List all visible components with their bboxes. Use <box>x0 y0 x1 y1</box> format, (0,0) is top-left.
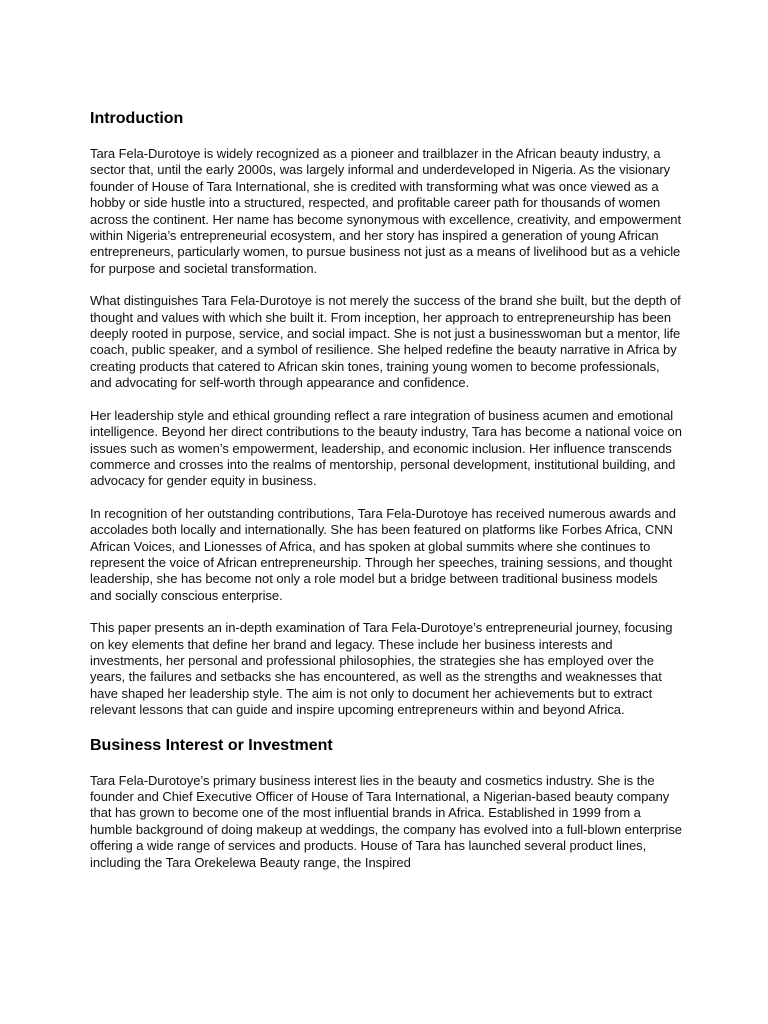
paragraph: Tara Fela-Durotoye’s primary business interest lies in the beauty and cosmetics industry. She is the founder and Chief Executive Officer of House of Tara International, a Nigerian-based beauty company that has grown to become one of the most influential brands in Africa. Established in 1999 from a humble background of doing makeup at weddings, the company has evolved into a full-blown enterprise offering a wide range of services and products. House of Tara has launched several product lines, including the Tara Orekelewa Beauty range, the Inspired <box>90 772 682 870</box>
section-business-interest <box>90 735 682 871</box>
document-page <box>90 108 682 887</box>
paragraph: Her leadership style and ethical grounding reflect a rare integration of business acumen and emotional intelligence. Beyond her direct contributions to the beauty industry, Tara has become a national voice on issues such as women’s empowerment, leadership, and economic inclusion. Her influence transcends commerce and crosses into the realms of mentorship, personal development, institutional building, and advocacy for gender equity in business. <box>90 407 682 489</box>
paragraph: What distinguishes Tara Fela-Durotoye is not merely the success of the brand she built, but the depth of thought and values with which she built it. From inception, her approach to entrepreneurship has been deeply rooted in purpose, service, and social impact. She is not just a businesswoman but a mentor, life coach, public speaker, and a symbol of resilience. She helped redefine the beauty narrative in Africa by creating products that catered to African skin tones, training young women to become professionals, and advocating for self-worth through appearance and confidence. <box>90 293 681 391</box>
paragraph: Tara Fela-Durotoye is widely recognized as a pioneer and trailblazer in the African beauty industry, a sector that, until the early 2000s, was largely informal and underdeveloped in Nigeria. As the visionary founder of House of Tara International, she is credited with transforming what was once viewed as a hobby or side hustle into a structured, respected, and profitable career path for thousands of women across the continent. Her name has become synonymous with excellence, creativity, and empowerment within Nigeria’s entrepreneurial ecosystem, and her story has inspired a generation of young African entrepreneurs, particularly women, to pursue business not just as a means of livelihood but as a vehicle for purpose and societal transformation. <box>90 146 682 276</box>
section-introduction <box>90 108 682 719</box>
section-heading: Business Interest or Investment <box>90 736 333 754</box>
paragraph: In recognition of her outstanding contributions, Tara Fela-Durotoye has received numerous awards and accolades both locally and internationally. She has been featured on platforms like Forbes Africa, CNN African Voices, and Lionesses of Africa, and has spoken at global summits where she continues to represent the voice of African entrepreneurship. Through her speeches, training sessions, and thought leadership, she has become not only a role model but a bridge between traditional business models and socially conscious enterprise. <box>90 505 676 603</box>
section-heading: Introduction <box>90 110 184 127</box>
paragraph: This paper presents an in-depth examination of Tara Fela-Durotoye’s entrepreneurial journey, focusing on key elements that define her brand and legacy. These include her business interests and investments, her personal and professional philosophies, the strategies she has employed over the years, the failures and setbacks she has encountered, as well as the strengths and weaknesses that have shaped her leadership style. The aim is not only to document her achievements but to extract relevant lessons that can guide and inspire upcoming entrepreneurs within and beyond Africa. <box>90 620 673 718</box>
